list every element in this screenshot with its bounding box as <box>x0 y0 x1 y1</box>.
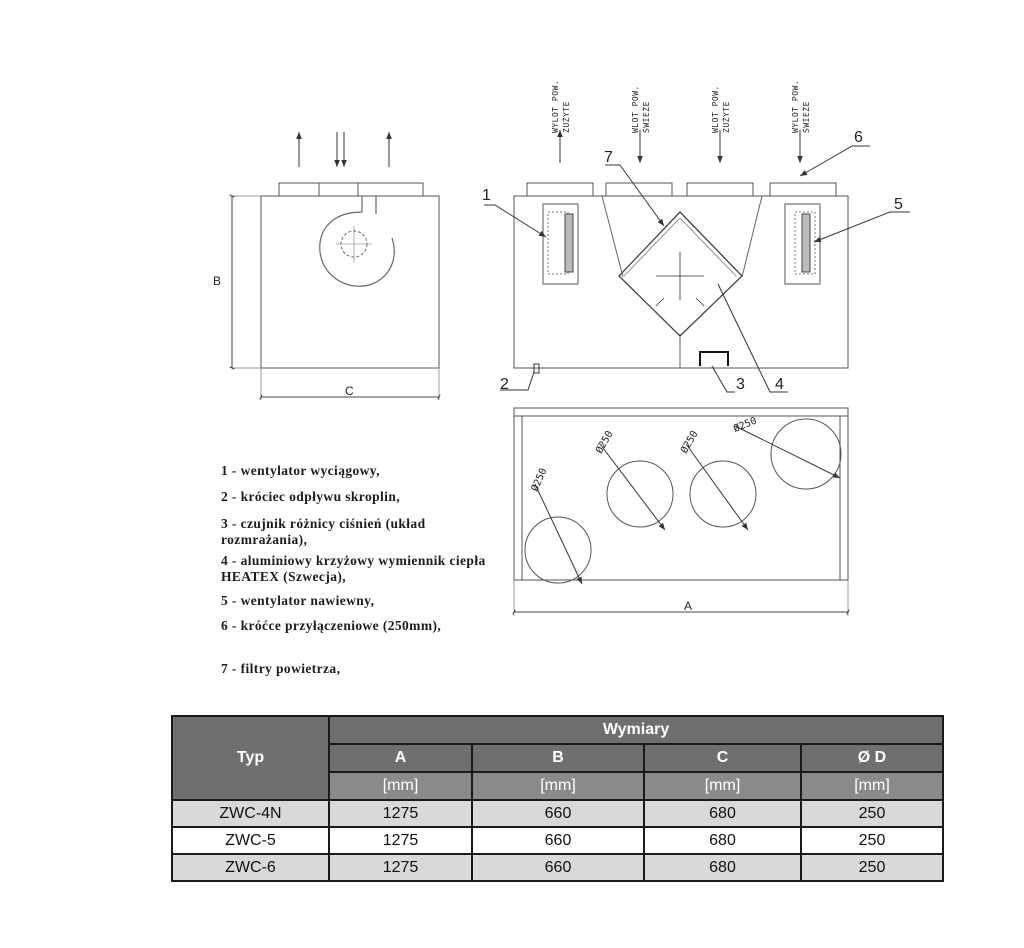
dimensions-table <box>171 715 944 882</box>
callout-4: 4 <box>775 376 784 393</box>
dimension-b-label: B <box>213 274 222 288</box>
row-value-b: 660 <box>472 800 644 827</box>
duct-label-4b: ŚWIEŻE <box>802 101 811 133</box>
row-value-d: 250 <box>801 827 943 854</box>
row-value-d: 250 <box>801 854 943 881</box>
unit-c: [mm] <box>644 772 801 800</box>
row-value-c: 680 <box>644 827 801 854</box>
side-view-body <box>261 196 439 368</box>
legend-item-4: 4 - aluminiowy krzyżowy wymiennik ciepła HEATEX (Szwecja), <box>221 553 486 584</box>
row-value-b: 660 <box>472 827 644 854</box>
table-row <box>172 800 943 827</box>
duct-circle-1 <box>525 517 591 583</box>
row-value-a: 1275 <box>329 854 472 881</box>
front-view-body <box>514 196 848 368</box>
legend-item-6: 6 - króćce przyłączeniowe (250mm), <box>221 618 442 633</box>
row-value-a: 1275 <box>329 800 472 827</box>
pressure-sensor-icon <box>700 352 728 366</box>
heat-exchanger-icon <box>619 212 742 336</box>
row-value-a: 1275 <box>329 827 472 854</box>
exhaust-fan-scroll-icon <box>320 196 394 286</box>
duct-labels <box>551 80 811 133</box>
duct-label-2a: WLOT POW. <box>631 85 640 133</box>
dimension-c-label: C <box>345 384 354 398</box>
legend-item-7: 7 - filtry powietrza, <box>221 661 341 676</box>
callout-1: 1 <box>482 187 491 204</box>
duct-label-3a: WLOT POW. <box>711 85 720 133</box>
duct-label-4a: WYLOT POW. <box>791 79 800 133</box>
callout-7: 7 <box>604 149 613 166</box>
row-type: ZWC-5 <box>172 827 329 854</box>
duct-circle-2 <box>607 461 673 527</box>
unit-b: [mm] <box>472 772 644 800</box>
legend-item-2: 2 - króciec odpływu skroplin, <box>221 489 400 504</box>
top-view-body <box>514 408 848 580</box>
callout-5: 5 <box>894 196 903 213</box>
type-header: Typ <box>172 716 329 800</box>
column-header-b: B <box>472 744 644 772</box>
duct-label-1b: ZUŻYTE <box>562 101 571 133</box>
duct-label-1a: WYLOT POW. <box>551 79 560 133</box>
row-value-c: 680 <box>644 854 801 881</box>
dimension-a-label: A <box>684 599 693 613</box>
row-type: ZWC-4N <box>172 800 329 827</box>
column-header-a: A <box>329 744 472 772</box>
column-header-c: C <box>644 744 801 772</box>
duct-label-3b: ZUŻYTE <box>722 101 731 133</box>
diameter-label-1: Ø250 <box>529 466 550 494</box>
duct-label-2b: ŚWIEŻE <box>642 101 651 133</box>
table-row <box>172 827 943 854</box>
column-header-d: Ø D <box>801 744 943 772</box>
diameter-label-4: Ø250 <box>732 415 759 435</box>
side-view-spigots <box>279 183 423 196</box>
unit-d: [mm] <box>801 772 943 800</box>
duct-circle-4 <box>771 419 841 489</box>
row-value-c: 680 <box>644 800 801 827</box>
side-view <box>232 132 439 400</box>
diameter-label-2: Ø250 <box>594 429 616 456</box>
dimensions-group-header: Wymiary <box>329 716 943 744</box>
duct-circle-3 <box>690 461 756 527</box>
legend-item-5: 5 - wentylator nawiewny, <box>221 593 375 608</box>
row-value-d: 250 <box>801 800 943 827</box>
row-type: ZWC-6 <box>172 854 329 881</box>
unit-a: [mm] <box>329 772 472 800</box>
callout-6: 6 <box>854 129 863 146</box>
legend-item-1: 1 - wentylator wyciągowy, <box>221 463 380 478</box>
diameter-label-3: Ø250 <box>679 429 701 456</box>
callouts <box>482 129 903 393</box>
table-row <box>172 854 943 881</box>
top-view <box>514 408 848 616</box>
callout-3: 3 <box>736 376 745 393</box>
callout-2: 2 <box>500 376 509 393</box>
front-view <box>484 130 910 392</box>
legend-item-3: 3 - czujnik różnicy ciśnień (układ rozmrażania), <box>221 516 426 547</box>
row-value-b: 660 <box>472 854 644 881</box>
